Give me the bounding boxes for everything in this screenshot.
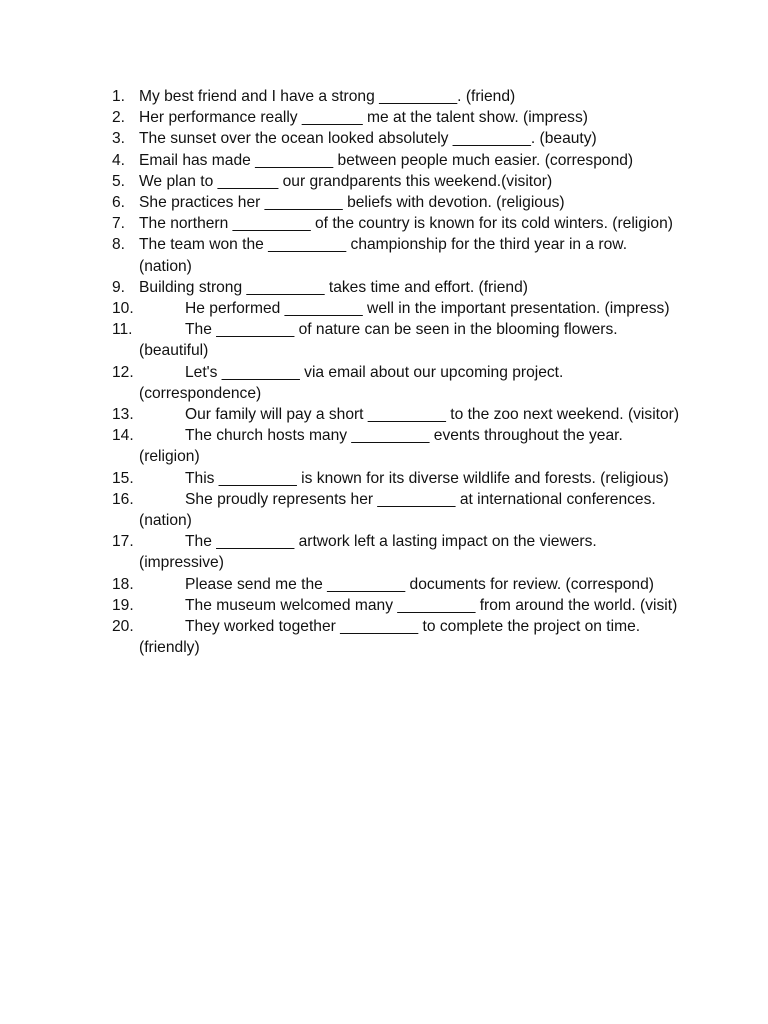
- item-text: The museum welcomed many _________ from around the world. (visit): [185, 596, 678, 614]
- list-item: [112, 150, 682, 171]
- item-text: Her performance really _______ me at the talent show. (impress): [139, 109, 588, 127]
- list-item: [112, 192, 682, 213]
- item-text: The church hosts many _________ events throughout the year. (religion): [139, 427, 623, 466]
- item-text: The northern _________ of the country is known for its cold winters. (religion): [139, 215, 673, 233]
- list-item: [112, 362, 682, 404]
- item-number: 13.: [112, 406, 134, 424]
- item-text: The sunset over the ocean looked absolutely _________. (beauty): [139, 130, 597, 148]
- item-text: Building strong _________ takes time and effort. (friend): [139, 278, 528, 296]
- list-item: [112, 404, 682, 425]
- item-number: 4.: [112, 151, 126, 169]
- item-text: This _________ is known for its diverse wildlife and forests. (religious): [185, 469, 669, 487]
- item-number: 5.: [112, 172, 126, 190]
- item-number: 19.: [112, 596, 134, 614]
- item-number: 15.: [112, 469, 134, 487]
- item-text: The _________ of nature can be seen in the blooming flowers. (beautiful): [139, 321, 618, 360]
- item-number: 3.: [112, 130, 126, 148]
- item-number: 16.: [112, 490, 134, 508]
- item-text: They worked together _________ to complete the project on time. (friendly): [139, 618, 641, 657]
- item-number: 2.: [112, 109, 126, 127]
- item-text: The team won the _________ championship for the third year in a row. (nation): [139, 236, 628, 275]
- item-number: 12.: [112, 363, 134, 381]
- list-item: [112, 86, 682, 107]
- item-text: Our family will pay a short _________ to the zoo next weekend. (visitor): [185, 406, 680, 424]
- list-item: [112, 171, 682, 192]
- item-text: She practices her _________ beliefs with devotion. (religious): [139, 194, 565, 212]
- list-item: [112, 531, 682, 573]
- exercise-list: [112, 86, 682, 658]
- list-item: [112, 595, 682, 616]
- list-item: [112, 425, 682, 467]
- item-number: 10.: [112, 300, 134, 318]
- item-text: Please send me the _________ documents for review. (correspond): [185, 575, 654, 593]
- list-item: [112, 107, 682, 128]
- list-item: [112, 298, 682, 319]
- item-number: 18.: [112, 575, 134, 593]
- item-text: The _________ artwork left a lasting impact on the viewers. (impressive): [139, 533, 597, 572]
- item-number: 1.: [112, 88, 126, 105]
- item-text: Let's _________ via email about our upcoming project. (correspondence): [139, 363, 564, 402]
- list-item: [112, 128, 682, 149]
- item-text: Email has made _________ between people much easier. (correspond): [139, 151, 634, 169]
- item-text: We plan to _______ our grandparents this weekend.(visitor): [139, 172, 553, 190]
- list-item: [112, 489, 682, 531]
- item-number: 8.: [112, 236, 126, 254]
- item-number: 7.: [112, 215, 126, 233]
- item-number: 6.: [112, 194, 126, 212]
- item-number: 17.: [112, 533, 134, 551]
- list-item: [112, 319, 682, 361]
- item-text: My best friend and I have a strong _________. (friend): [139, 88, 516, 105]
- list-item: [112, 213, 682, 234]
- item-text: He performed _________ well in the important presentation. (impress): [185, 300, 670, 318]
- item-number: 14.: [112, 427, 134, 445]
- item-number: 11.: [112, 321, 133, 339]
- list-item: [112, 468, 682, 489]
- list-item: [112, 616, 682, 658]
- item-number: 20.: [112, 618, 134, 636]
- item-text: She proudly represents her _________ at international conferences. (nation): [139, 490, 656, 530]
- list-item: [112, 574, 682, 595]
- item-number: 9.: [112, 278, 126, 296]
- list-item: [112, 277, 682, 298]
- list-item: [112, 234, 682, 276]
